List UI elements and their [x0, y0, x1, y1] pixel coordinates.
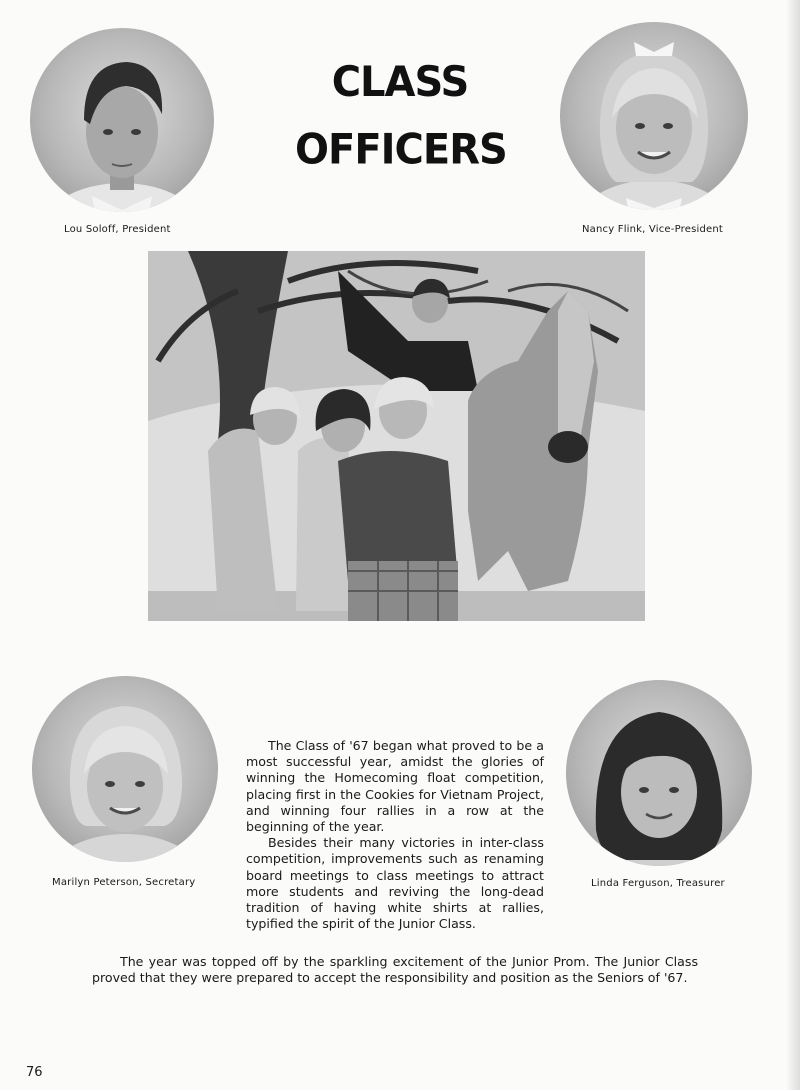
page-number: 76	[26, 1065, 43, 1080]
portrait-secretary-image	[32, 676, 218, 862]
group-photo-image	[148, 251, 645, 621]
caption-vice-president: Nancy Flink, Vice-President	[582, 224, 724, 235]
article-column	[246, 738, 544, 932]
portrait-president-image	[30, 28, 214, 212]
caption-treasurer: Linda Ferguson, Treasurer	[591, 878, 725, 889]
group-photo	[148, 251, 645, 621]
article-wide-paragraph	[92, 954, 698, 986]
portrait-treasurer-image	[566, 680, 752, 866]
article-paragraph-2: Besides their many victories in inter-class competition, improvements such as renaming board meetings to class meetings to attract more students and reviving the long-dead tradition of having white shirts at rallies, typified the spirit of the Junior Class.	[246, 835, 544, 932]
portrait-treasurer	[566, 680, 752, 866]
portrait-vice-president-image	[560, 22, 748, 210]
portrait-secretary	[32, 676, 218, 862]
page-title-line-2: OFFICERS	[295, 125, 507, 174]
article-paragraph-3: The year was topped off by the sparkling excitement of the Junior Prom. The Junior Class proved that they were prepared to accept the responsibility and position as the Seniors of '67.	[92, 954, 698, 986]
article-paragraph-1: The Class of '67 began what proved to be a most successful year, amidst the glories of winning the Homecoming float competition, placing first in the Cookies for Vietnam Project, and winning four rallies in a row at the beginning of the year.	[246, 738, 544, 835]
portrait-vice-president	[560, 22, 748, 210]
page-edge-shadow	[786, 0, 800, 1090]
page-title	[295, 49, 505, 183]
caption-secretary: Marilyn Peterson, Secretary	[52, 877, 196, 888]
caption-president: Lou Soloff, President	[64, 224, 171, 235]
portrait-president	[30, 28, 214, 212]
page-title-line-1: CLASS	[331, 58, 469, 107]
